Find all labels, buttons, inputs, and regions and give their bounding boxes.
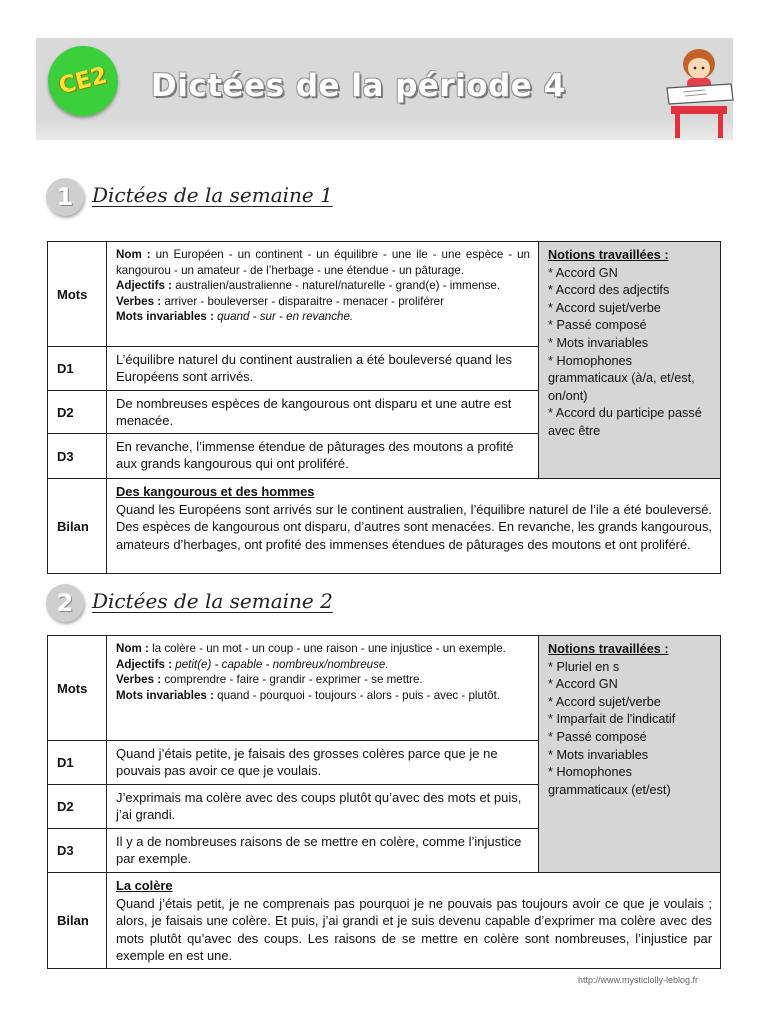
level-badge: CE2 xyxy=(48,46,118,116)
mots-label: Mots xyxy=(47,635,107,741)
dictee-label: D2 xyxy=(47,784,107,829)
dictee-label: D1 xyxy=(47,346,107,391)
notion-item: * Accord des adjectifs xyxy=(548,283,670,298)
dictee-label: D1 xyxy=(47,740,107,785)
dictee-text: En revanche, l’immense étendue de pâturages des moutons a profité aux grands kangourous qui ont proliféré. xyxy=(106,433,539,479)
notion-item: * Mots invariables xyxy=(548,335,649,350)
mots-nom-line: Nom : un Européen - un continent - un équilibre - une ile - une espèce - un kangourou - un amateur - de l’herbage - une étendue - un pâturage. xyxy=(116,248,530,277)
bilan-title: La colère xyxy=(116,878,173,893)
notion-item: * Passé composé xyxy=(548,729,647,744)
notion-item: * Accord sujet/verbe xyxy=(548,694,661,709)
notion-item: * Imparfait de l'indicatif xyxy=(548,712,676,727)
mots-adjectifs-line: Adjectifs : australien/australienne - naturel/naturelle - grand(e) - immense. xyxy=(116,279,501,293)
notion-item: * Pluriel en s xyxy=(548,659,620,674)
mots-nom-line: Nom : la colère - un mot - un coup - une raison - une injustice - un exemple. xyxy=(116,642,506,655)
mots-invariables-line: Mots invariables : quand - sur - en revanche. xyxy=(116,310,354,324)
mots-content xyxy=(106,241,539,347)
mots-invariables-line: Mots invariables : quand - pourquoi - toujours - alors - puis - avec - plutôt. xyxy=(116,688,501,702)
girl-writing-illustration xyxy=(661,44,737,140)
dictee-text: L’équilibre naturel du continent australien a été bouleversé quand les Européens sont arrivés. xyxy=(106,346,539,391)
bilan-content xyxy=(106,872,721,969)
notion-item: * Accord GN xyxy=(548,265,618,280)
header-shadow xyxy=(36,118,733,140)
notions-panel xyxy=(538,241,721,479)
mots-adjectifs-line: Adjectifs : petit(e) - capable - nombreux/nombreuse. xyxy=(116,657,389,671)
notions-title: Notions travaillées : xyxy=(548,248,669,262)
dictee-text: Il y a de nombreuses raisons de se mettre en colère, comme l’injustice par exemple. xyxy=(106,828,539,873)
dictee-label: D3 xyxy=(47,433,107,479)
notion-item: * Accord du participe passé avec être xyxy=(548,406,702,438)
mots-verbes-line: Verbes : comprendre - faire - grandir - exprimer - se mettre. xyxy=(116,673,423,687)
notion-item: * Passé composé xyxy=(548,318,647,333)
dictee-label: D2 xyxy=(47,390,107,434)
notions-title: Notions travaillées : xyxy=(548,642,669,656)
notion-item: * Accord GN xyxy=(548,677,618,692)
section-1-number: 1 xyxy=(46,178,84,216)
bilan-title: Des kangourous et des hommes xyxy=(116,484,315,499)
footer-url: http://www.mysticlolly-leblog.fr xyxy=(578,975,699,985)
bilan-label: Bilan xyxy=(47,478,107,574)
notion-item: * Accord sujet/verbe xyxy=(548,300,661,315)
bilan-content xyxy=(106,478,721,574)
bilan-text: Quand j’étais petit, je ne comprenais pas pourquoi je ne pouvais pas toujours avoir ce que je voulais ; alors, je faisais une colère. Et puis, j’ai grandi et je suis devenu capable d’exprimer ma colère avec des mots plutôt qu’avec des coups. Les raisons de se mettre en colère sont nombreuses, l’injustice par exemple en est une. xyxy=(116,895,712,964)
section-1-title: Dictées de la semaine 1 xyxy=(92,183,333,207)
page-title: Dictées de la période 4 xyxy=(151,68,566,104)
dictee-text: Quand j’étais petite, je faisais des grosses colères parce que je ne pouvais pas avoir ce que je voulais. xyxy=(106,740,539,785)
notions-panel xyxy=(538,635,721,873)
dictee-text: De nombreuses espèces de kangourous ont disparu et une autre est menacée. xyxy=(106,390,539,434)
mots-verbes-line: Verbes : arriver - bouleverser - disparaitre - menacer - proliférer xyxy=(116,294,444,308)
notion-item: * Homophones grammaticaux (à/a, et/est, on/ont) xyxy=(548,353,695,403)
section-2-number: 2 xyxy=(46,584,84,622)
notion-item: * Homophones grammaticaux (et/est) xyxy=(548,765,671,797)
bilan-text: Quand les Européens sont arrivés sur le continent australien, l’équilibre naturel de l’ile a été bouleversé. Des espèces de kangourous ont disparu, d’autres sont menacées. En revanche, les grands kangourous, amateurs d’herbages, ont profité des immenses étendues de pâturages des moutons et ont proliféré. xyxy=(116,501,712,552)
notion-item: * Mots invariables xyxy=(548,747,649,762)
dictee-label: D3 xyxy=(47,828,107,873)
mots-label: Mots xyxy=(47,241,107,347)
bilan-label: Bilan xyxy=(47,872,107,969)
mots-content xyxy=(106,635,539,741)
dictee-text: J’exprimais ma colère avec des coups plutôt qu’avec des mots et puis, j’ai grandi. xyxy=(106,784,539,829)
section-2-title: Dictées de la semaine 2 xyxy=(92,589,333,613)
